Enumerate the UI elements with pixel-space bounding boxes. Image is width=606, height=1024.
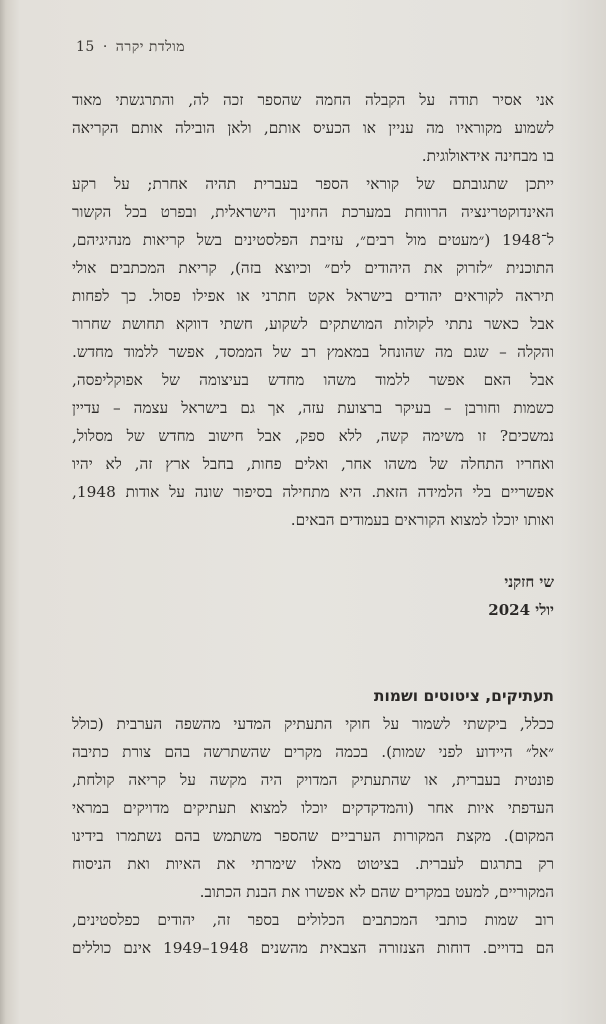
text-line: העדפתי איות אחר (והמדקדקים יוכלו למצוא תעתיקים מדויקים במראי xyxy=(72,799,554,817)
author-name: שי חזקני xyxy=(504,573,554,591)
text-line: תיראה לקוראים יהודים בישראל אקט חתרני או אפילו פסול. כך לפחות xyxy=(72,287,554,305)
text-line: פונטית בעברית, או שהתעתיק המדויק היה מקשה על קריאה קולחת, xyxy=(72,771,554,789)
text-line: התוכנית ״לזרוק את היהודים לים״ וכיוצא בזה), קריאת המכתבים אולי xyxy=(72,259,554,277)
text-line: אבל כאשר נתתי לקולות המושתקים לשקוע, חשתי דווקא תחושת שחרור xyxy=(72,315,554,333)
text-line: אפשריים בלי הלמידה הזאת. היא מתחילה בסיפור שונה על אודות 1948, xyxy=(72,483,554,501)
text-line: ״אל״ היידוע לפני שמות). בכמה מקרים שהשתרשה בהם צורת כתיבה xyxy=(72,743,554,761)
text-line: לשמוע מקוראיו מה עניין או הכעיס אותם, ולאן הובילה אותם הקריאה xyxy=(72,119,554,137)
text-line: ככלל, ביקשתי לשמור על חוקי התעתיק המדעי מהשפה הערבית (כולל xyxy=(72,715,554,733)
preface-text xyxy=(72,86,554,534)
text-line: והקלה – שגם מה שהונחל במאמץ רב של הממסד, אפשר ללמוד מחדש. xyxy=(72,343,554,361)
signature-date: יולי 2024 xyxy=(488,601,554,619)
running-header xyxy=(76,36,554,58)
signature-block xyxy=(72,568,554,624)
text-line: הם בדויים. דוחות הצנזורה הצבאית מהשנים 1948–1949 אינם כוללים xyxy=(72,939,554,957)
text-line: המקוריים, למעט במקרים שהם לא אפשרו את הבנת הכתוב. xyxy=(199,883,554,901)
text-line: נמשכים? זו משימה קשה, ללא ספק, אבל חישוב מחדש של מסלול, xyxy=(72,427,554,445)
text-line: ואותו יוכלו למצוא הקוראים בעמודים הבאים. xyxy=(290,511,554,529)
text-line: בו מבחינה אידאולוגית. xyxy=(421,147,554,165)
transliteration-section xyxy=(72,682,554,962)
text-line: אבל האם אפשר ללמוד משהו מחדש בעיצומה של אפוקליפסה, xyxy=(72,371,554,389)
text-line: המקום). מקצת המקורות הערביים שהספר משתמש בהם נשתמרו בידינו xyxy=(72,827,554,845)
text-line: ואחריו התחלה של משהו אחר, ואלים פחות, בחבל ארץ זה, לא יהיו xyxy=(72,455,554,473)
text-line: ייתכן שתגובתם של קוראי הספר בעברית תהיה אחרת; על רקע xyxy=(72,175,554,193)
text-line: כשמות וחורבן – בעיקר ברצועת עזה, אך גם בישראל עצמה – עדיין xyxy=(72,399,554,417)
text-line: רוב שמות כותבי המכתבים הכלולים בספר זה, יהודים כפלסטינים, xyxy=(72,911,554,929)
text-line: רק בתרגום לעברית. בציטוט מאלו שימרתי את האיות ואת הניסוח xyxy=(72,855,554,873)
section-heading: תעתיקים, ציטוטים ושמות xyxy=(373,687,554,705)
text-line: ל־1948 (״מעטים מול רבים״, עזיבת הפלסטינים בשל קריאות מנהיגיהם, xyxy=(72,231,554,249)
text-line: אני אסיר תודה על הקבלה החמה שהספר זכה לה, והתרגשתי מאוד xyxy=(72,91,554,109)
running-header-title: מולדת יקרה xyxy=(115,38,186,55)
header-separator: · xyxy=(102,39,108,55)
page-number: 15 xyxy=(76,39,95,55)
text-line: האינדוקטרינציה הרווחת במערכת החינוך הישראלית, ובפרט בכל הקשור xyxy=(72,203,554,221)
